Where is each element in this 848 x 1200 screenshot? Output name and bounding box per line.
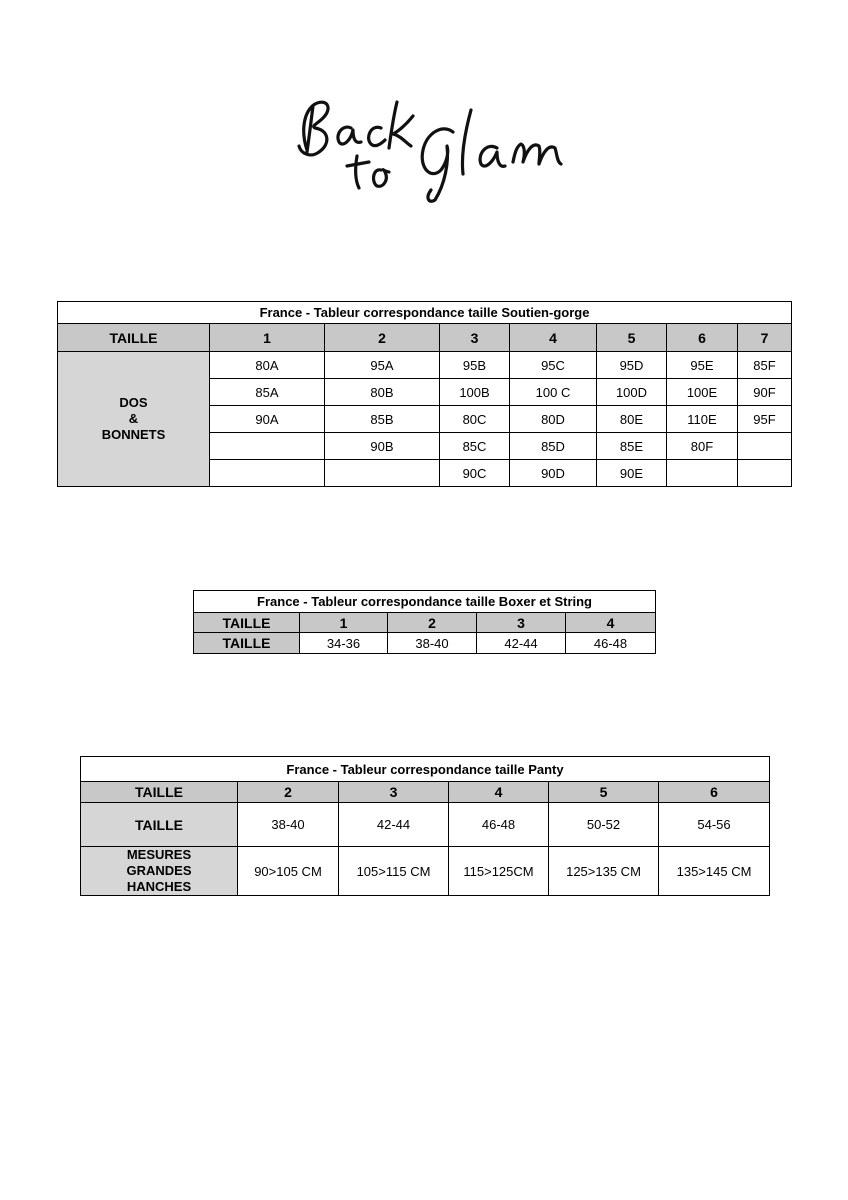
table-cell: 80F xyxy=(667,433,738,460)
size-header: 5 xyxy=(597,324,667,352)
table-cell: 95D xyxy=(597,352,667,379)
brand-logo xyxy=(285,92,570,207)
table-cell: 54-56 xyxy=(659,803,770,847)
table-cell: 90B xyxy=(325,433,440,460)
table-cell: 80A xyxy=(210,352,325,379)
size-header: 7 xyxy=(738,324,792,352)
size-header: 4 xyxy=(510,324,597,352)
table-cell: 50-52 xyxy=(549,803,659,847)
header-label: TAILLE xyxy=(81,782,238,803)
bra-size-table xyxy=(57,301,792,487)
table-cell: 100D xyxy=(597,379,667,406)
table-cell: 95C xyxy=(510,352,597,379)
table-cell: 80E xyxy=(597,406,667,433)
table-cell: 38-40 xyxy=(238,803,339,847)
table-cell: 100 C xyxy=(510,379,597,406)
table-cell: 85D xyxy=(510,433,597,460)
header-label: TAILLE xyxy=(194,613,300,633)
size-header: 1 xyxy=(210,324,325,352)
table-cell: 46-48 xyxy=(449,803,549,847)
row-label-mesures xyxy=(81,847,238,896)
table-cell: 38-40 xyxy=(388,633,477,654)
table-cell: 90D xyxy=(510,460,597,487)
table-cell xyxy=(667,460,738,487)
size-header: 6 xyxy=(659,782,770,803)
table-cell: 135>145 CM xyxy=(659,847,770,896)
table-cell: 85E xyxy=(597,433,667,460)
boxer-string-size-table xyxy=(193,590,656,654)
table-cell: 42-44 xyxy=(339,803,449,847)
size-header: 3 xyxy=(440,324,510,352)
row-label-line: DOS xyxy=(119,395,148,410)
table-cell xyxy=(210,460,325,487)
table-cell: 95A xyxy=(325,352,440,379)
size-header: 1 xyxy=(300,613,388,633)
row-label-dos-bonnets xyxy=(58,352,210,487)
table-cell: 42-44 xyxy=(477,633,566,654)
table-cell: 95E xyxy=(667,352,738,379)
size-header: 4 xyxy=(449,782,549,803)
table-cell: 34-36 xyxy=(300,633,388,654)
table-cell: 85F xyxy=(738,352,792,379)
table-cell: 85B xyxy=(325,406,440,433)
row-label-line: HANCHES xyxy=(126,879,192,894)
header-label: TAILLE xyxy=(58,324,210,352)
table-cell xyxy=(325,460,440,487)
table-title: France - Tableur correspondance taille Boxer et String xyxy=(194,591,656,613)
table-cell: 95B xyxy=(440,352,510,379)
size-header: 2 xyxy=(238,782,339,803)
table-cell: 100B xyxy=(440,379,510,406)
size-header: 2 xyxy=(388,613,477,633)
size-header: 5 xyxy=(549,782,659,803)
row-label-line: MESURES xyxy=(126,847,192,862)
row-label-line: & xyxy=(128,411,139,426)
table-cell: 90F xyxy=(738,379,792,406)
table-cell: 105>115 CM xyxy=(339,847,449,896)
size-header: 6 xyxy=(667,324,738,352)
panty-size-table xyxy=(80,756,770,896)
size-header: 3 xyxy=(477,613,566,633)
table-cell: 110E xyxy=(667,406,738,433)
table-cell: 85C xyxy=(440,433,510,460)
size-header: 4 xyxy=(566,613,656,633)
table-cell xyxy=(738,433,792,460)
row-label-line: GRANDES xyxy=(126,863,192,878)
table-cell: 46-48 xyxy=(566,633,656,654)
table-cell xyxy=(738,460,792,487)
table-cell: 125>135 CM xyxy=(549,847,659,896)
table-cell: 90E xyxy=(597,460,667,487)
table-title: France - Tableur correspondance taille Panty xyxy=(81,757,770,782)
table-cell: 85A xyxy=(210,379,325,406)
table-title: France - Tableur correspondance taille Soutien-gorge xyxy=(58,302,792,324)
table-cell xyxy=(210,433,325,460)
table-cell: 115>125CM xyxy=(449,847,549,896)
size-header: 2 xyxy=(325,324,440,352)
row-label-line: BONNETS xyxy=(101,427,166,442)
table-cell: 80B xyxy=(325,379,440,406)
row-label-taille: TAILLE xyxy=(194,633,300,654)
table-cell: 90A xyxy=(210,406,325,433)
row-label-taille: TAILLE xyxy=(81,803,238,847)
table-cell: 80C xyxy=(440,406,510,433)
table-cell: 90C xyxy=(440,460,510,487)
table-cell: 95F xyxy=(738,406,792,433)
table-cell: 100E xyxy=(667,379,738,406)
size-header: 3 xyxy=(339,782,449,803)
table-cell: 80D xyxy=(510,406,597,433)
table-cell: 90>105 CM xyxy=(238,847,339,896)
